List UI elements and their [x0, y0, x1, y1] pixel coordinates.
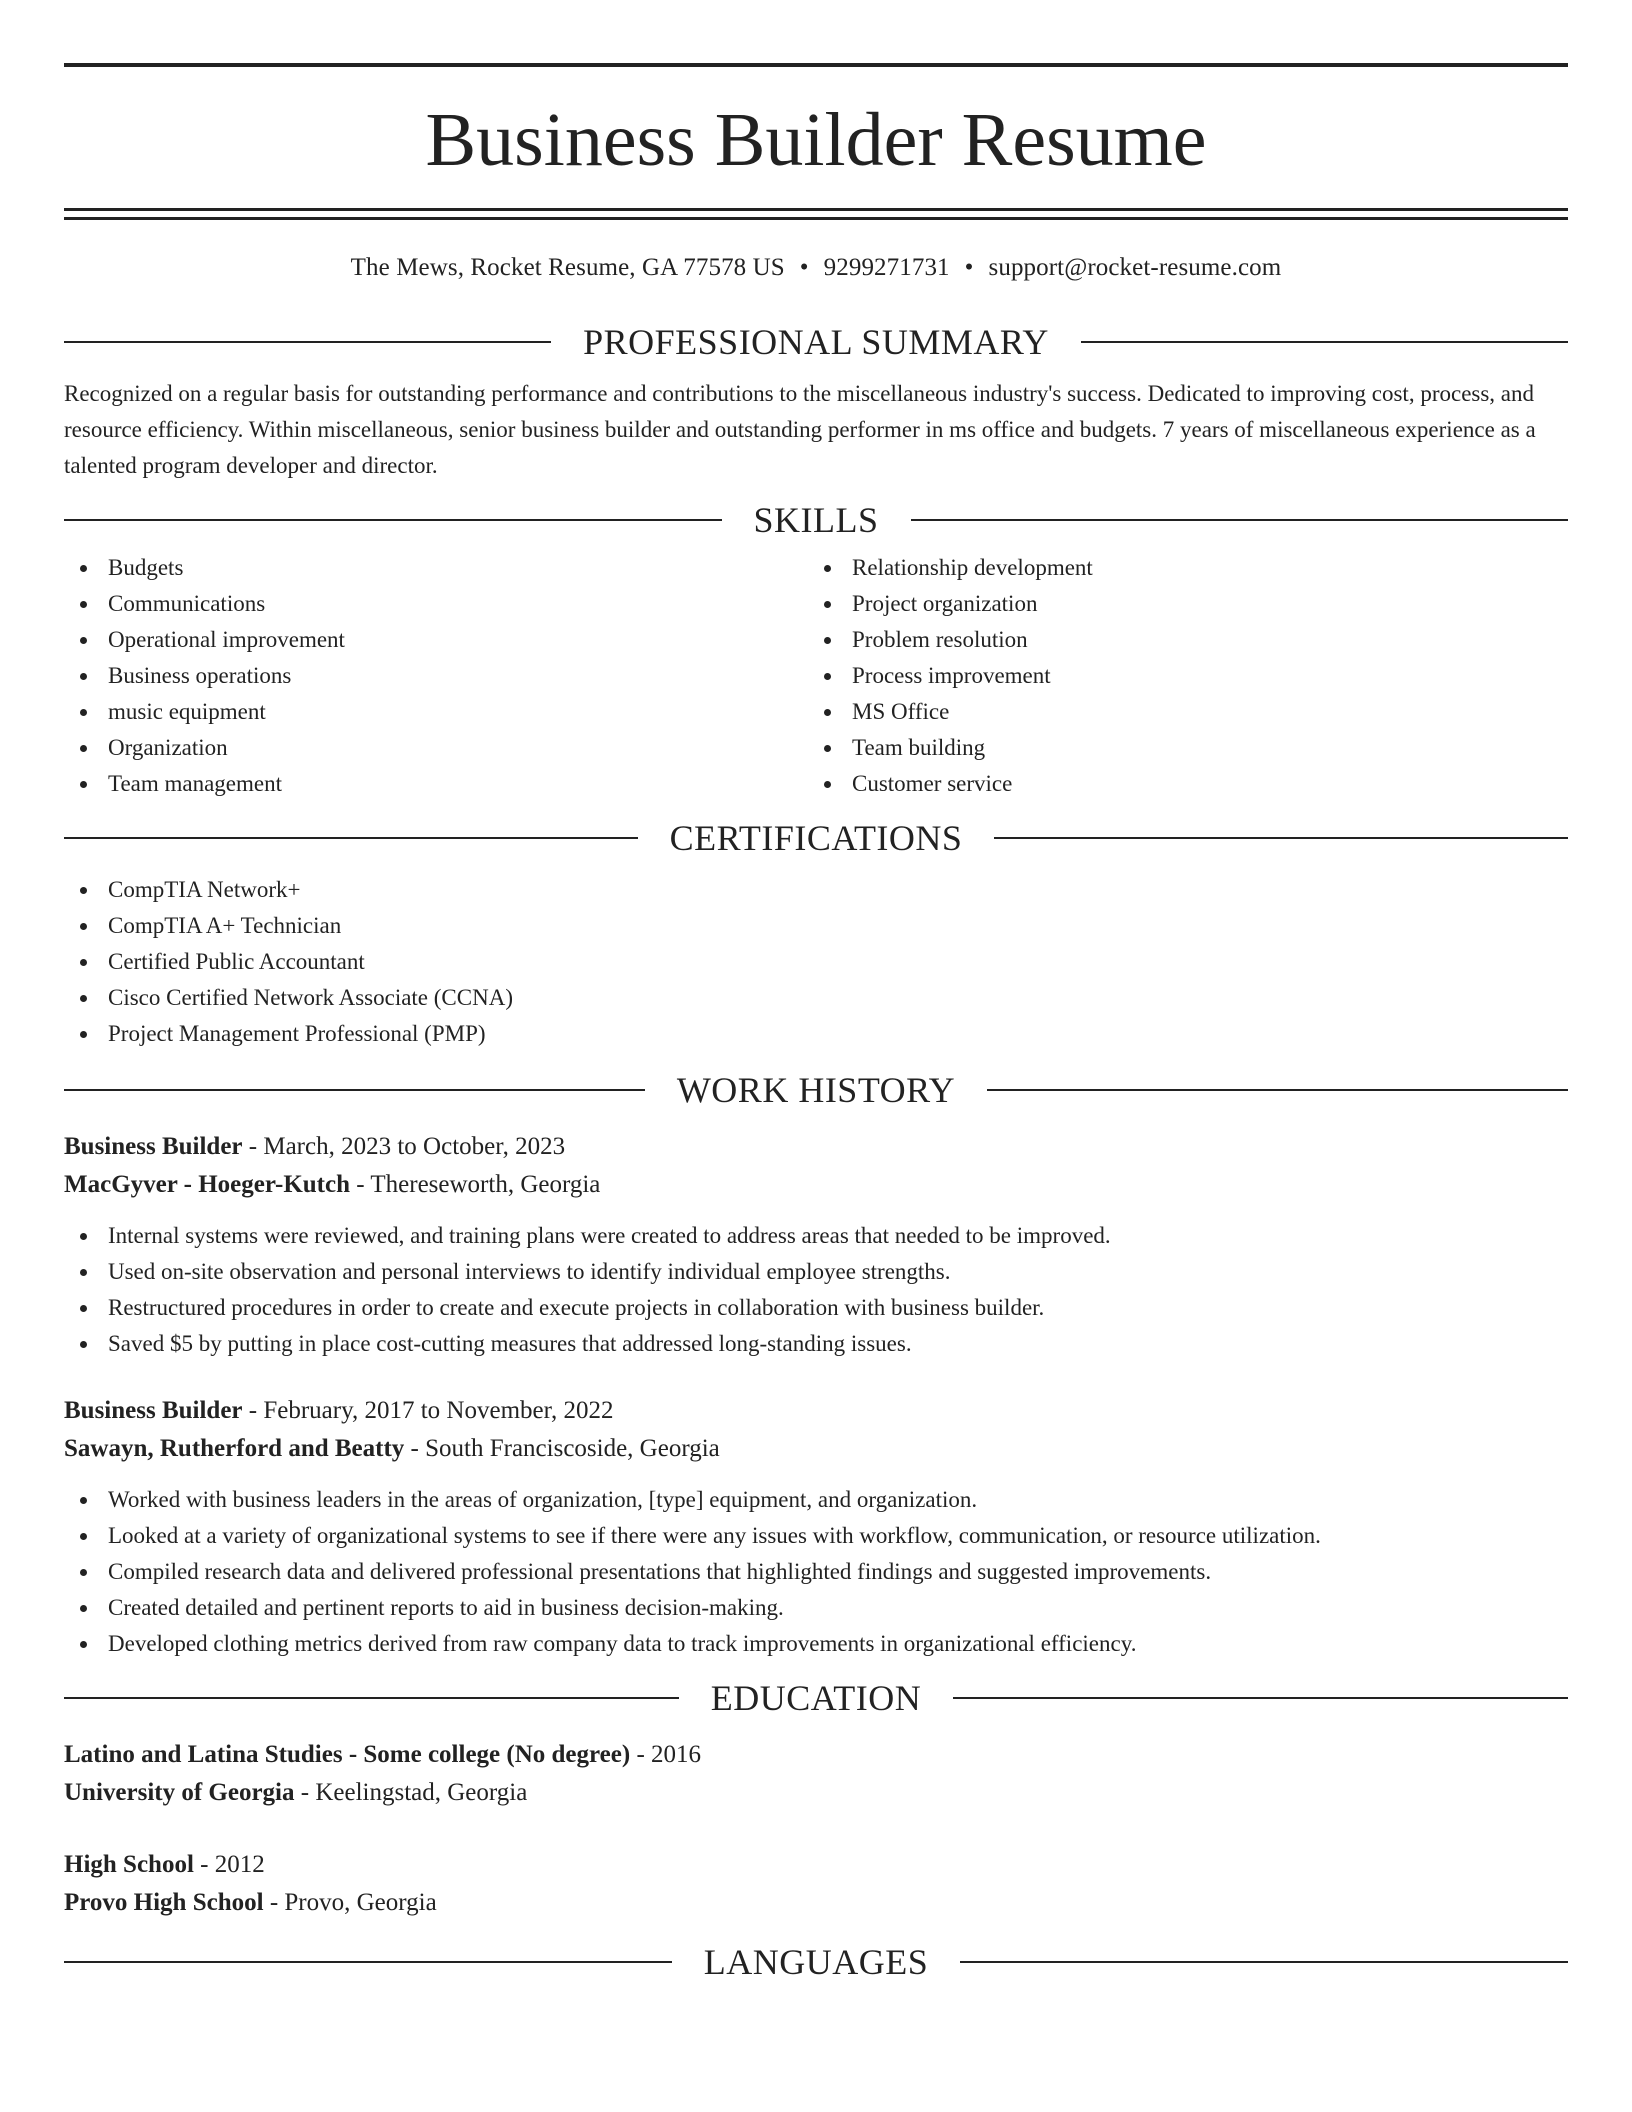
skills-list-left [64, 550, 816, 802]
certification-item: Certified Public Accountant [64, 944, 1568, 980]
section-header-certifications [64, 816, 1568, 860]
skill-item: Communications [64, 586, 816, 622]
section-title-skills: SKILLS [753, 500, 879, 540]
job-bullet: Worked with business leaders in the areas of organization, [type] equipment, and organization. [64, 1482, 1568, 1518]
divider-line [911, 519, 1569, 521]
section-title-education: EDUCATION [710, 1678, 922, 1718]
skill-item: Relationship development [808, 550, 1560, 586]
education-entry [64, 1846, 1568, 1922]
certification-item: CompTIA A+ Technician [64, 908, 1568, 944]
job-entry [64, 1128, 1568, 1362]
education-year: - 2016 [630, 1741, 702, 1768]
skill-item: Team management [64, 766, 816, 802]
skills-list-right [808, 550, 1560, 802]
certification-item: Cisco Certified Network Associate (CCNA) [64, 980, 1568, 1016]
certification-item: CompTIA Network+ [64, 872, 1568, 908]
skills-grid [64, 550, 1568, 802]
job-company-line [64, 1166, 1568, 1204]
section-header-work [64, 1068, 1568, 1112]
skill-item: Organization [64, 730, 816, 766]
education-year: - 2012 [193, 1851, 265, 1878]
contact-separator: • [964, 254, 974, 281]
job-bullet: Developed clothing metrics derived from raw company data to track improvements in organizational efficiency. [64, 1626, 1568, 1662]
job-dates: - February, 2017 to November, 2022 [242, 1397, 614, 1424]
divider-line [64, 837, 638, 839]
education-degree-line [64, 1846, 1568, 1884]
section-title-certifications: CERTIFICATIONS [669, 818, 963, 858]
divider-line [64, 341, 551, 343]
section-header-languages [64, 1940, 1568, 1984]
skill-item: Operational improvement [64, 622, 816, 658]
divider-line [994, 837, 1568, 839]
skill-item: music equipment [64, 694, 816, 730]
section-header-education [64, 1676, 1568, 1720]
job-bullet: Internal systems were reviewed, and training plans were created to address areas that needed to be improved. [64, 1218, 1568, 1254]
job-company: MacGyver - Hoeger-Kutch [64, 1171, 351, 1198]
education-school-line [64, 1884, 1568, 1922]
divider-line [64, 1089, 645, 1091]
section-title-work: WORK HISTORY [676, 1070, 956, 1110]
education-entry [64, 1736, 1568, 1812]
skill-item: Process improvement [808, 658, 1560, 694]
job-location: - South Franciscoside, Georgia [404, 1435, 720, 1462]
job-dates: - March, 2023 to October, 2023 [242, 1133, 566, 1160]
job-title: Business Builder [64, 1133, 243, 1160]
contact-address: The Mews, Rocket Resume, GA 77578 US [350, 254, 785, 281]
job-bullet: Looked at a variety of organizational systems to see if there were any issues with workflow, communication, or resource utilization. [64, 1518, 1568, 1554]
skill-item: Project organization [808, 586, 1560, 622]
section-title-summary: PROFESSIONAL SUMMARY [583, 322, 1049, 362]
job-bullet: Created detailed and pertinent reports to aid in business decision-making. [64, 1590, 1568, 1626]
resume-page [64, 0, 1568, 1984]
divider-line [64, 1697, 679, 1699]
skill-item: MS Office [808, 694, 1560, 730]
job-bullet: Used on-site observation and personal interviews to identify individual employee strengths. [64, 1254, 1568, 1290]
job-bullets [64, 1218, 1568, 1362]
divider-line [64, 519, 722, 521]
education-degree-line [64, 1736, 1568, 1774]
contact-phone: 9299271731 [823, 254, 950, 281]
top-rule [64, 63, 1568, 67]
job-company: Sawayn, Rutherford and Beatty [64, 1435, 405, 1462]
education-school-line [64, 1774, 1568, 1812]
skill-item: Budgets [64, 550, 816, 586]
job-location: - Thereseworth, Georgia [350, 1171, 601, 1198]
summary-text: Recognized on a regular basis for outstanding performance and contributions to the miscellaneous industry's success. Dedicated to improving cost, process, and resource efficiency. Within miscellaneous, senior business builder and outstanding performer in ms office and budgets. 7 years of miscellaneous experience as a talented program developer and director. [64, 381, 1536, 478]
double-rule [64, 208, 1568, 220]
education-degree: Latino and Latina Studies - Some college (No degree) [64, 1741, 631, 1768]
job-title-line [64, 1128, 1568, 1166]
job-entry [64, 1392, 1568, 1662]
contact-separator: • [799, 254, 809, 281]
education-school: Provo High School [64, 1889, 264, 1916]
job-title: Business Builder [64, 1397, 243, 1424]
skill-item: Team building [808, 730, 1560, 766]
page-title: Business Builder Resume [425, 98, 1207, 182]
certification-item: Project Management Professional (PMP) [64, 1016, 1568, 1052]
section-title-languages: LANGUAGES [703, 1942, 929, 1982]
divider-line [953, 1697, 1568, 1699]
job-company-line [64, 1430, 1568, 1468]
divider-line [960, 1961, 1568, 1963]
divider-line [64, 1961, 672, 1963]
section-header-summary [64, 320, 1568, 364]
education-school: University of Georgia [64, 1779, 295, 1806]
job-bullet: Compiled research data and delivered professional presentations that highlighted findings and suggested improvements. [64, 1554, 1568, 1590]
certifications-list [64, 872, 1568, 1052]
education-location: - Keelingstad, Georgia [294, 1779, 528, 1806]
job-bullets [64, 1482, 1568, 1662]
education-degree: High School [64, 1851, 194, 1878]
job-bullet: Restructured procedures in order to create and execute projects in collaboration with business builder. [64, 1290, 1568, 1326]
section-header-skills [64, 498, 1568, 542]
education-location: - Provo, Georgia [263, 1889, 437, 1916]
divider-line [1081, 341, 1568, 343]
skill-item: Problem resolution [808, 622, 1560, 658]
skill-item: Customer service [808, 766, 1560, 802]
job-bullet: Saved $5 by putting in place cost-cutting measures that addressed long-standing issues. [64, 1326, 1568, 1362]
divider-line [987, 1089, 1568, 1091]
skill-item: Business operations [64, 658, 816, 694]
contact-email: support@rocket-resume.com [988, 254, 1282, 281]
job-title-line [64, 1392, 1568, 1430]
contact-line [64, 250, 1568, 286]
